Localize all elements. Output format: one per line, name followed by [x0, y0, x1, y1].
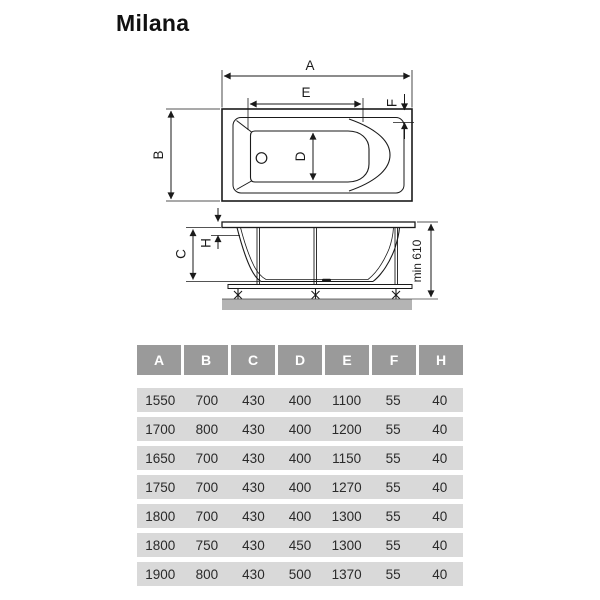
dim-label-F: F [384, 98, 400, 108]
table-cell: 40 [432, 508, 448, 524]
table-header-cell: C [231, 345, 275, 375]
table-header-cell: F [372, 345, 416, 375]
table-cell: 430 [242, 479, 265, 495]
dimensions-table [137, 345, 463, 591]
table-cell: 1550 [145, 392, 176, 408]
dimension-min-height [410, 222, 438, 297]
table-row [137, 446, 463, 470]
table-row [137, 475, 463, 499]
table-cell: 55 [385, 421, 401, 437]
corner-slope-line [237, 121, 252, 133]
table-cell: 1300 [331, 537, 362, 553]
waste-outlet [322, 279, 331, 282]
frame-posts [257, 228, 398, 285]
table-cell: 700 [195, 508, 219, 524]
dimension-D [293, 133, 313, 180]
side-view [222, 222, 438, 310]
dim-label-C: C [173, 249, 189, 259]
table-cell: 400 [288, 508, 312, 524]
right-wall-inner [368, 228, 394, 280]
dim-label-min-height: min 610 [410, 239, 424, 283]
page-title: Milana [116, 10, 190, 36]
table-cell: 1900 [145, 566, 176, 582]
dim-label-B: B [151, 150, 166, 160]
table-cell: 1370 [331, 566, 362, 582]
table-cell: 400 [288, 450, 312, 466]
floor-ground [222, 299, 412, 310]
dim-label-A: A [305, 58, 315, 73]
table-cell: 40 [432, 537, 448, 553]
table-cell: 40 [432, 479, 448, 495]
dimension-H [199, 208, 241, 249]
table-header-cell: D [278, 345, 322, 375]
corner-slope-line [237, 181, 252, 190]
table-header-cell: A [137, 345, 181, 375]
table-cell: 700 [195, 392, 219, 408]
adjustable-feet [234, 289, 400, 300]
bottom-rail [228, 285, 412, 289]
table-cell: 450 [288, 537, 312, 553]
table-cell: 430 [242, 421, 265, 437]
dimension-F [385, 94, 415, 139]
table-header-cell: B [184, 345, 228, 375]
table-cell: 1270 [331, 479, 362, 495]
drain-hole [256, 153, 267, 164]
table-cell: 1750 [145, 479, 176, 495]
table-header-cell: H [419, 345, 463, 375]
table-cell: 750 [195, 537, 219, 553]
table-cell: 1300 [331, 508, 362, 524]
top-view [222, 109, 412, 201]
tub-floor-outline [251, 131, 370, 182]
dimension-E [248, 85, 363, 130]
dim-label-D: D [293, 151, 308, 162]
table-cell: 1800 [145, 537, 176, 553]
table-cell: 1150 [332, 450, 362, 466]
table-cell: 1700 [145, 421, 176, 437]
table-cell: 55 [385, 537, 401, 553]
table-cell: 55 [385, 479, 401, 495]
table-row [137, 562, 463, 586]
table-cell: 40 [432, 566, 448, 582]
table-cell: 1800 [145, 508, 176, 524]
table-row [137, 504, 463, 528]
table-cell: 400 [288, 392, 312, 408]
table-cell: 800 [195, 421, 219, 437]
table-row [137, 533, 463, 557]
table-header-cell: E [325, 345, 369, 375]
table-cell: 430 [242, 508, 265, 524]
dimension-B [151, 109, 220, 201]
table-cell: 500 [288, 566, 312, 582]
table-cell: 700 [195, 479, 219, 495]
table-cell: 400 [288, 421, 312, 437]
table-cell: 430 [242, 392, 265, 408]
table-cell: 1650 [145, 450, 176, 466]
table-cell: 55 [385, 508, 401, 524]
table-cell: 1200 [331, 421, 362, 437]
table-row [137, 388, 463, 412]
table-cell: 400 [288, 479, 312, 495]
rim-bar [222, 222, 415, 228]
table-header-row [137, 345, 463, 375]
table-cell: 55 [385, 392, 401, 408]
table-cell: 1100 [332, 392, 362, 408]
table-cell: 40 [432, 450, 448, 466]
table-cell: 55 [385, 566, 401, 582]
table-cell: 800 [195, 566, 219, 582]
table-cell: 40 [432, 421, 448, 437]
table-cell: 700 [195, 450, 219, 466]
table-cell: 430 [242, 537, 265, 553]
table-cell: 55 [385, 450, 401, 466]
dim-label-H: H [198, 238, 214, 248]
table-cell: 40 [432, 392, 448, 408]
dimension-A [222, 58, 412, 108]
table-cell: 430 [242, 450, 265, 466]
table-row [137, 417, 463, 441]
dim-label-E: E [301, 85, 311, 100]
table-cell: 430 [242, 566, 265, 582]
